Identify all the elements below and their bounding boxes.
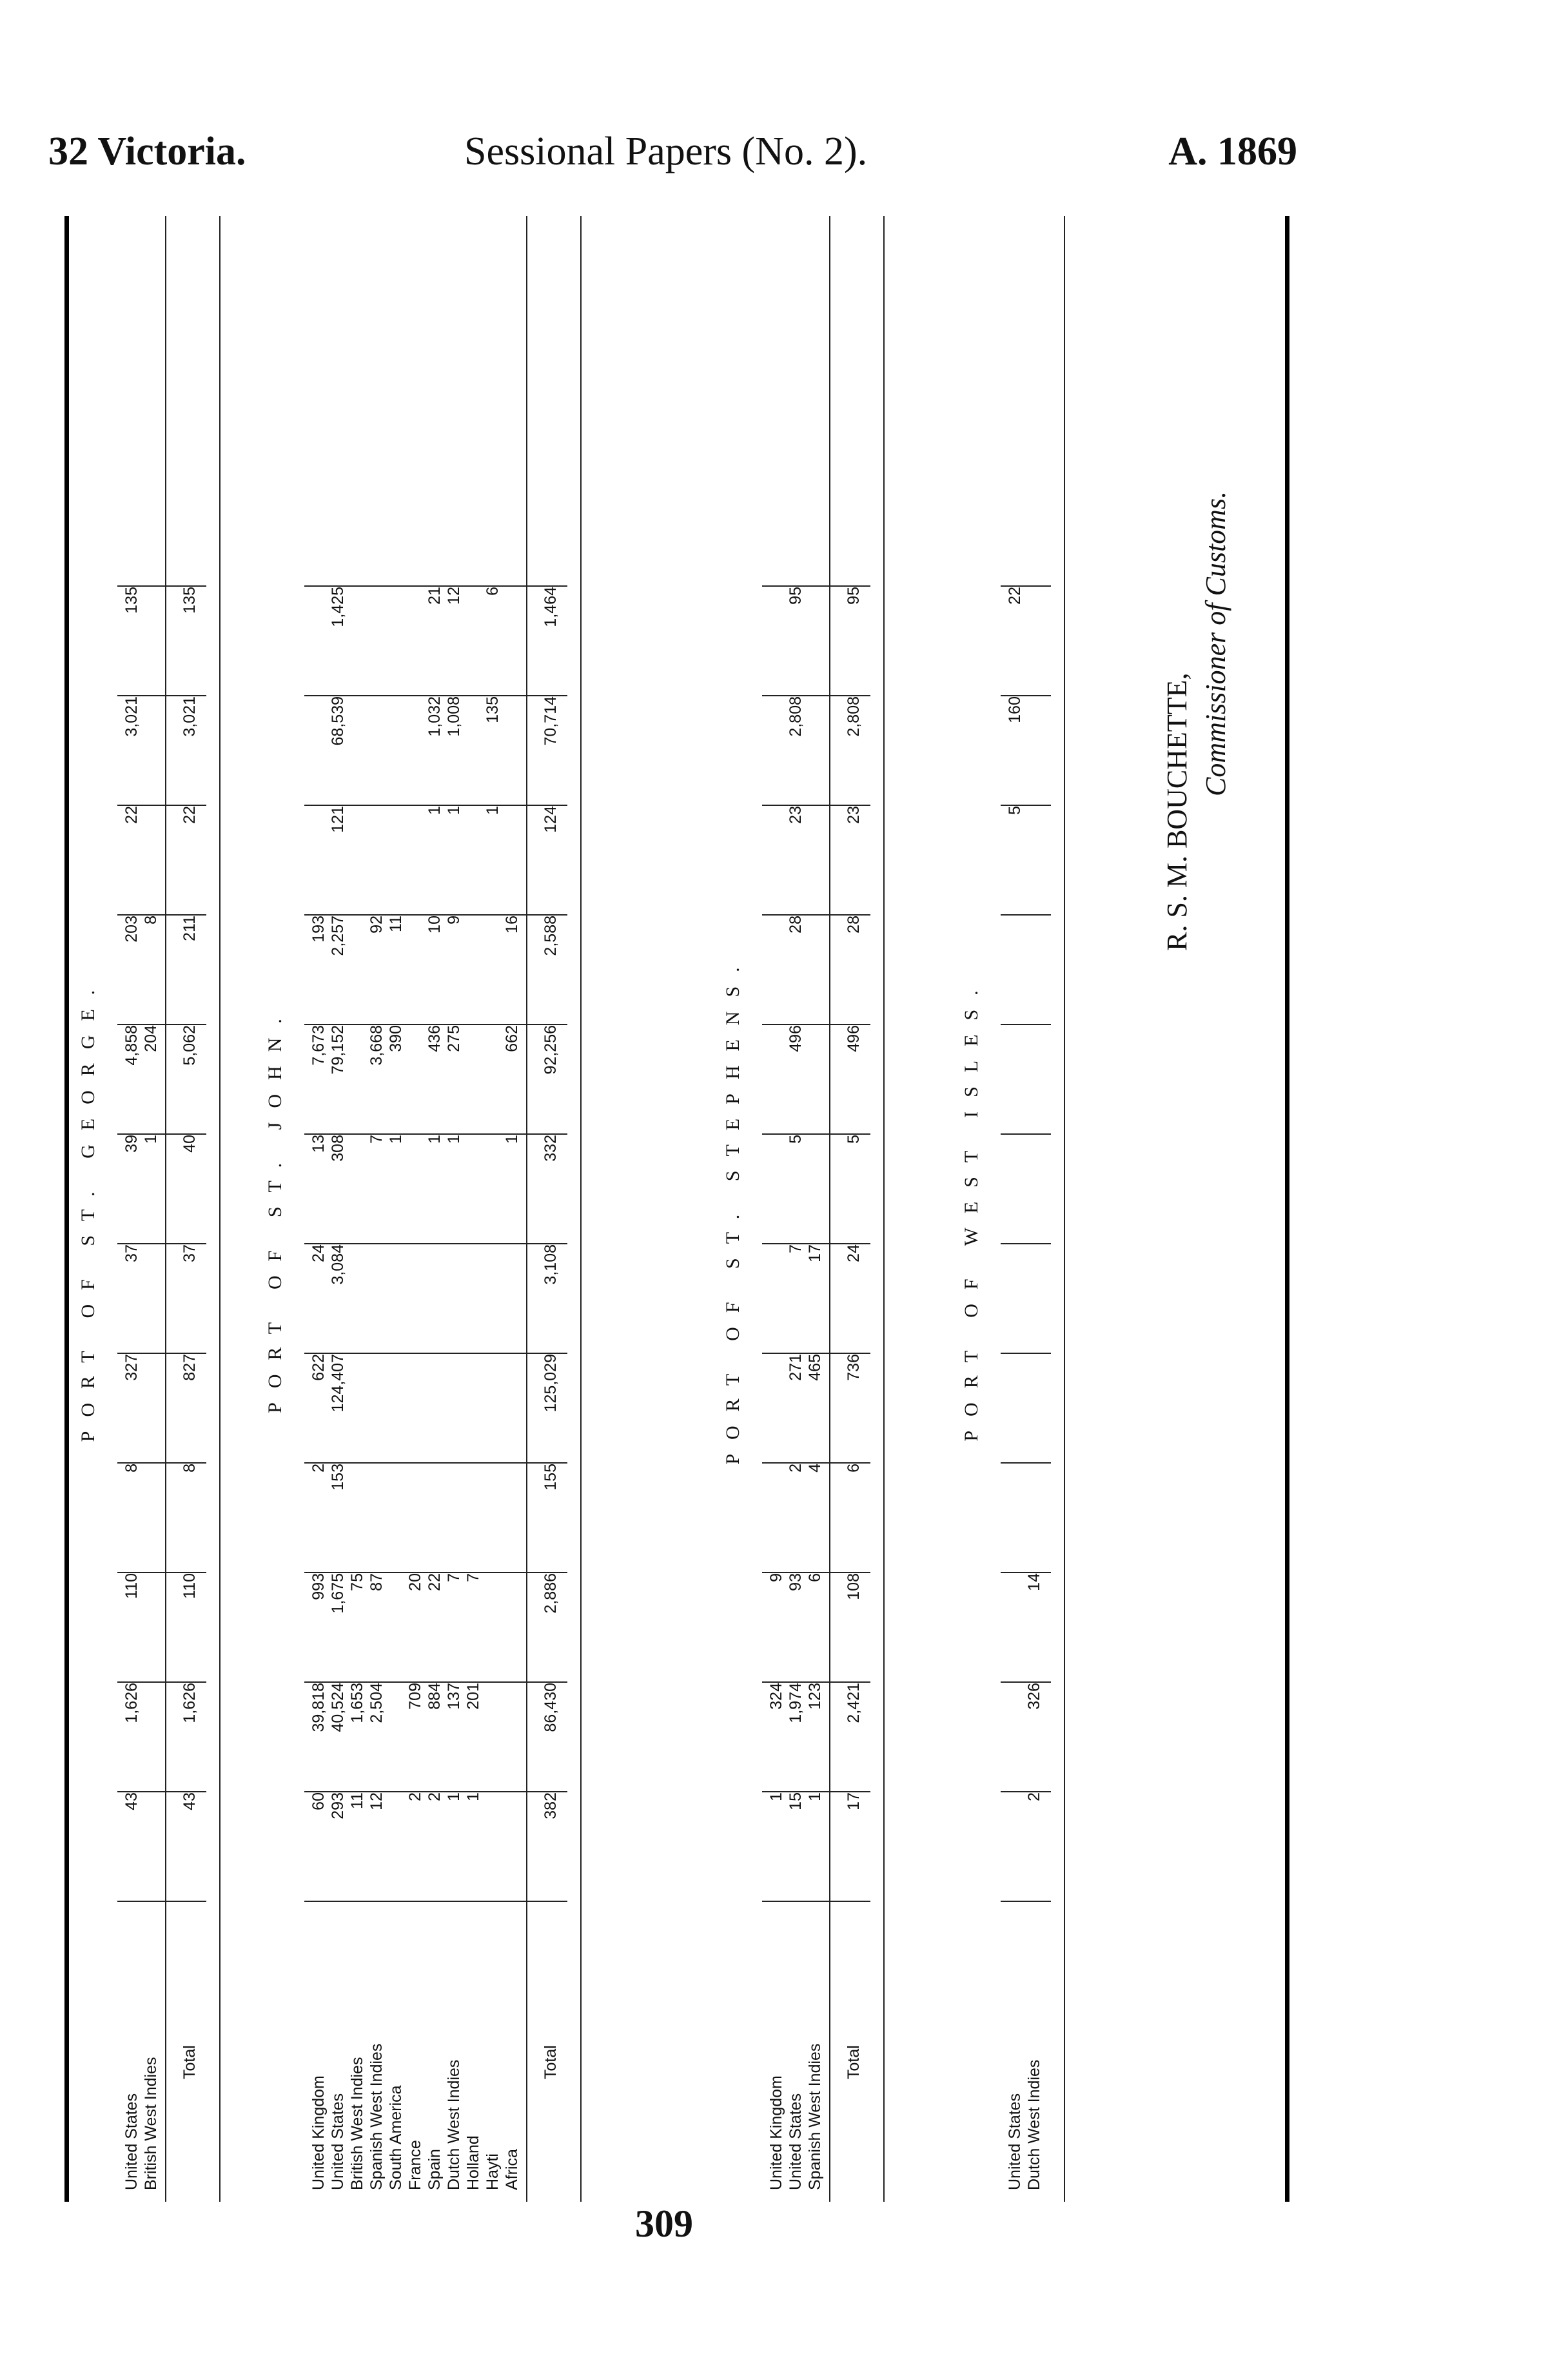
table-cell: 1,675: [329, 1573, 347, 1614]
column-rule: [304, 1243, 567, 1244]
table-cell: 124: [542, 806, 560, 833]
table-cell: 326: [1025, 1683, 1043, 1710]
column-rule: [1001, 1681, 1051, 1683]
table-cell: 92,256: [542, 1025, 560, 1075]
total-rule: [526, 216, 527, 2202]
column-rule: [117, 805, 206, 806]
table-cell: 1: [484, 806, 502, 815]
column-rule: [1001, 1791, 1051, 1792]
row-label: British West Indies: [348, 2057, 366, 2190]
table-cell: 5: [1006, 806, 1024, 815]
table-cell: 1,653: [348, 1683, 366, 1723]
table-cell: 1: [464, 1792, 482, 1801]
table-cell: 1: [426, 1135, 444, 1144]
column-rule: [117, 1243, 206, 1244]
table-row: [503, 216, 521, 2202]
table-cell: 5: [845, 1135, 863, 1144]
table-cell: 2,504: [368, 1683, 386, 1723]
table-row: [122, 216, 141, 2202]
row-label: Spain: [426, 2149, 444, 2190]
table-cell: 8: [181, 1464, 199, 1473]
table-cell: 1: [503, 1135, 521, 1144]
column-rule: [304, 1572, 567, 1573]
column-rule: [1001, 1572, 1051, 1573]
table-cell: 22: [1006, 587, 1024, 605]
column-rule: [762, 1133, 870, 1135]
table-cell: 137: [445, 1683, 463, 1710]
table-cell: 382: [542, 1792, 560, 1819]
table-cell: 736: [845, 1354, 863, 1381]
column-rule: [1001, 585, 1051, 587]
column-rule: [762, 585, 870, 587]
table-cell: 1,032: [426, 696, 444, 737]
column-rule: [117, 1353, 206, 1354]
column-rule: [1001, 1462, 1051, 1464]
signature-name: R. S. M. BOUCHETTE,: [1161, 672, 1193, 951]
table-cell: 12: [445, 587, 463, 605]
row-label: United Kingdom: [309, 2075, 328, 2190]
table-cell: 135: [122, 587, 141, 614]
column-rule: [304, 805, 567, 806]
table-cell: 20: [406, 1573, 424, 1591]
table-cell: 16: [503, 916, 521, 934]
table-cell: 110: [122, 1573, 141, 1599]
table-cell: 436: [426, 1025, 444, 1052]
table-cell: 17: [845, 1792, 863, 1810]
column-rule: [117, 1572, 206, 1573]
table-cell: 95: [787, 587, 805, 605]
table-cell: 37: [122, 1244, 141, 1262]
table-cell: 13: [309, 1135, 328, 1153]
table-cell: 1: [767, 1792, 785, 1801]
table-cell: 1: [445, 806, 463, 815]
table-cell: 75: [348, 1573, 366, 1591]
table-cell: 293: [329, 1792, 347, 1819]
table-cell: 23: [787, 806, 805, 824]
table-cell: 3,021: [122, 696, 141, 737]
total-rule: [829, 216, 830, 2202]
table-cell: 43: [122, 1792, 141, 1810]
table-cell: 8: [122, 1464, 141, 1473]
table-cell: 123: [806, 1683, 824, 1710]
section-rule: [580, 216, 582, 2202]
table-row: [787, 216, 805, 2202]
row-label: Total: [542, 2045, 560, 2079]
table-row: [348, 216, 366, 2202]
column-rule: [304, 914, 567, 916]
table-cell: 6: [806, 1573, 824, 1582]
column-rule: [117, 1791, 206, 1792]
row-label: Spanish West Indies: [368, 2043, 386, 2190]
table-frame: [64, 216, 1289, 2202]
table-cell: 201: [464, 1683, 482, 1710]
column-rule: [1001, 1243, 1051, 1244]
table-cell: 7: [445, 1573, 463, 1582]
row-label: Dutch West Indies: [1025, 2059, 1043, 2190]
table-cell: 324: [767, 1683, 785, 1710]
row-label: British West Indies: [142, 2057, 160, 2190]
table-cell: 9: [445, 916, 463, 925]
total-row: [845, 216, 863, 2202]
table-cell: 28: [845, 916, 863, 934]
table-cell: 5,062: [181, 1025, 199, 1066]
table-cell: 884: [426, 1683, 444, 1710]
column-rule: [1001, 1901, 1051, 1902]
column-rule: [304, 695, 567, 696]
table-cell: 327: [122, 1354, 141, 1381]
table-row: [426, 216, 444, 2202]
table-cell: 14: [1025, 1573, 1043, 1591]
table-cell: 2,257: [329, 916, 347, 956]
table-cell: 2: [1025, 1792, 1043, 1801]
table-cell: 332: [542, 1135, 560, 1162]
table-cell: 21: [426, 587, 444, 605]
total-row: [542, 216, 560, 2202]
table-cell: 11: [387, 916, 405, 932]
row-label: Total: [181, 2045, 199, 2079]
column-rule: [1001, 1133, 1051, 1135]
table-cell: 1,464: [542, 587, 560, 627]
section-rule: [883, 216, 885, 2202]
table-cell: 203: [122, 916, 141, 943]
table-cell: 22: [122, 806, 141, 824]
table-cell: 11: [348, 1792, 366, 1809]
column-rule: [117, 1462, 206, 1464]
table-cell: 2: [406, 1792, 424, 1801]
signature-title: Commissioner of Customs.: [1200, 491, 1231, 796]
column-rule: [117, 695, 206, 696]
table-cell: 993: [309, 1573, 328, 1600]
table-cell: 39: [122, 1135, 141, 1153]
table-cell: 2,808: [787, 696, 805, 737]
table-row: [387, 216, 405, 2202]
column-rule: [762, 1353, 870, 1354]
table-cell: 496: [787, 1025, 805, 1052]
column-rule: [304, 1462, 567, 1464]
table-row: [445, 216, 463, 2202]
table-cell: 121: [329, 806, 347, 833]
row-label: Dutch West Indies: [445, 2059, 463, 2190]
table-cell: 92: [368, 916, 386, 934]
table-cell: 86,430: [542, 1683, 560, 1732]
rotated-table: [64, 216, 1289, 2202]
row-label: Holland: [464, 2135, 482, 2190]
row-label: Spanish West Indies: [806, 2043, 824, 2190]
row-label: Total: [845, 2045, 863, 2079]
section-title: PORT OF ST. GEORGE.: [77, 975, 99, 1442]
table-cell: 43: [181, 1792, 199, 1810]
table-cell: 662: [503, 1025, 521, 1052]
total-row: [181, 216, 199, 2202]
column-rule: [1001, 1353, 1051, 1354]
column-rule: [117, 585, 206, 587]
column-rule: [762, 1901, 870, 1902]
table-cell: 1: [445, 1792, 463, 1801]
table-cell: 79,152: [329, 1025, 347, 1075]
table-cell: 93: [787, 1573, 805, 1591]
table-cell: 2: [787, 1464, 805, 1473]
column-rule: [762, 1243, 870, 1244]
table-cell: 3,108: [542, 1244, 560, 1285]
table-cell: 7,673: [309, 1025, 328, 1066]
column-rule: [304, 1353, 567, 1354]
column-rule: [304, 1901, 567, 1902]
column-rule: [762, 805, 870, 806]
table-cell: 160: [1006, 696, 1024, 723]
table-cell: 135: [181, 587, 199, 614]
table-cell: 308: [329, 1135, 347, 1162]
table-row: [142, 216, 160, 2202]
table-cell: 135: [484, 696, 502, 723]
column-rule: [304, 1681, 567, 1683]
table-cell: 2: [309, 1464, 328, 1473]
row-label: United States: [329, 2093, 347, 2190]
table-cell: 2: [426, 1792, 444, 1801]
section-title: PORT OF ST. JOHN.: [264, 1004, 286, 1413]
table-row: [309, 216, 328, 2202]
table-cell: 7: [368, 1135, 386, 1144]
table-cell: 22: [181, 806, 199, 824]
table-cell: 17: [806, 1244, 824, 1262]
row-label: United States: [1006, 2093, 1024, 2190]
table-cell: 2,886: [542, 1573, 560, 1614]
column-rule: [304, 1133, 567, 1135]
table-cell: 12: [368, 1792, 386, 1810]
column-rule: [117, 1681, 206, 1683]
row-label: Africa: [503, 2149, 521, 2190]
table-cell: 204: [142, 1025, 160, 1052]
table-cell: 110: [181, 1573, 199, 1599]
column-rule: [762, 695, 870, 696]
table-row: [1025, 216, 1043, 2202]
header-left: 32 Victoria.: [48, 130, 246, 173]
table-cell: 108: [845, 1573, 863, 1600]
header-center: Sessional Papers (No. 2).: [464, 130, 868, 173]
table-cell: 23: [845, 806, 863, 824]
table-cell: 1: [426, 806, 444, 815]
table-cell: 24: [309, 1244, 328, 1262]
table-cell: 124,407: [329, 1354, 347, 1413]
table-cell: 4,858: [122, 1025, 141, 1066]
column-rule: [762, 1572, 870, 1573]
table-cell: 95: [845, 587, 863, 605]
table-cell: 271: [787, 1354, 805, 1381]
table-cell: 622: [309, 1354, 328, 1381]
page-number: 309: [635, 2202, 693, 2245]
table-cell: 1: [142, 1135, 160, 1144]
table-cell: 6: [484, 587, 502, 596]
table-cell: 1,008: [445, 696, 463, 737]
column-rule: [304, 585, 567, 587]
column-rule: [762, 1462, 870, 1464]
table-row: [806, 216, 824, 2202]
table-cell: 1,974: [787, 1683, 805, 1723]
table-cell: 3,084: [329, 1244, 347, 1285]
column-rule: [304, 1791, 567, 1792]
table-cell: 1: [806, 1792, 824, 1801]
row-label: United States: [787, 2093, 805, 2190]
column-rule: [762, 1024, 870, 1025]
table-cell: 1,425: [329, 587, 347, 627]
table-cell: 496: [845, 1025, 863, 1052]
column-rule: [1001, 1024, 1051, 1025]
table-cell: 211: [181, 916, 199, 941]
table-cell: 709: [406, 1683, 424, 1710]
table-cell: 40: [181, 1135, 199, 1153]
header-right: A. 1869: [1168, 130, 1297, 173]
table-row: [484, 216, 502, 2202]
table-cell: 68,539: [329, 696, 347, 746]
table-cell: 7: [787, 1244, 805, 1253]
table-cell: 1,626: [122, 1683, 141, 1723]
column-rule: [304, 1024, 567, 1025]
column-rule: [117, 914, 206, 916]
table-cell: 125,029: [542, 1354, 560, 1413]
table-cell: 87: [368, 1573, 386, 1591]
table-cell: 22: [426, 1573, 444, 1591]
table-cell: 1: [445, 1135, 463, 1144]
table-cell: 2,588: [542, 916, 560, 956]
table-cell: 37: [181, 1244, 199, 1262]
column-rule: [1001, 914, 1051, 916]
table-cell: 2,808: [845, 696, 863, 737]
table-cell: 275: [445, 1025, 463, 1052]
table-cell: 39,818: [309, 1683, 328, 1732]
table-cell: 2,421: [845, 1683, 863, 1723]
column-rule: [1001, 805, 1051, 806]
column-rule: [762, 914, 870, 916]
table-cell: 60: [309, 1792, 328, 1810]
table-cell: 40,524: [329, 1683, 347, 1732]
column-rule: [762, 1681, 870, 1683]
total-rule: [165, 216, 166, 2202]
table-cell: 8: [142, 916, 160, 925]
table-cell: 15: [787, 1792, 805, 1810]
column-rule: [117, 1133, 206, 1135]
section-title: PORT OF ST. STEPHENS.: [722, 953, 743, 1465]
column-rule: [117, 1024, 206, 1025]
table-cell: 1: [387, 1135, 405, 1144]
table-cell: 153: [329, 1464, 347, 1491]
section-rule: [219, 216, 220, 2202]
row-label: France: [406, 2140, 424, 2190]
column-rule: [117, 1901, 206, 1902]
table-row: [406, 216, 424, 2202]
table-row: [767, 216, 785, 2202]
row-label: South America: [387, 2085, 405, 2190]
section-title: PORT OF WEST ISLES.: [961, 976, 982, 1442]
table-cell: 827: [181, 1354, 199, 1381]
table-cell: 5: [787, 1135, 805, 1144]
table-cell: 70,714: [542, 696, 560, 746]
row-label: United Kingdom: [767, 2075, 785, 2190]
table-cell: 9: [767, 1573, 785, 1582]
table-cell: 4: [806, 1464, 824, 1473]
row-label: United States: [122, 2093, 141, 2190]
section-rule: [1064, 216, 1065, 2202]
table-row: [329, 216, 347, 2202]
table-cell: 6: [845, 1464, 863, 1473]
table-cell: 465: [806, 1354, 824, 1381]
table-cell: 24: [845, 1244, 863, 1262]
column-rule: [1001, 695, 1051, 696]
table-cell: 3,668: [368, 1025, 386, 1066]
table-cell: 10: [426, 916, 444, 934]
table-row: [464, 216, 482, 2202]
table-cell: 1,626: [181, 1683, 199, 1723]
table-cell: 7: [464, 1573, 482, 1582]
table-cell: 28: [787, 916, 805, 934]
table-cell: 390: [387, 1025, 405, 1052]
table-cell: 3,021: [181, 696, 199, 737]
table-row: [368, 216, 386, 2202]
table-cell: 193: [309, 916, 328, 943]
table-cell: 155: [542, 1464, 560, 1491]
column-rule: [762, 1791, 870, 1792]
row-label: Hayti: [484, 2153, 502, 2190]
table-row: [1006, 216, 1024, 2202]
